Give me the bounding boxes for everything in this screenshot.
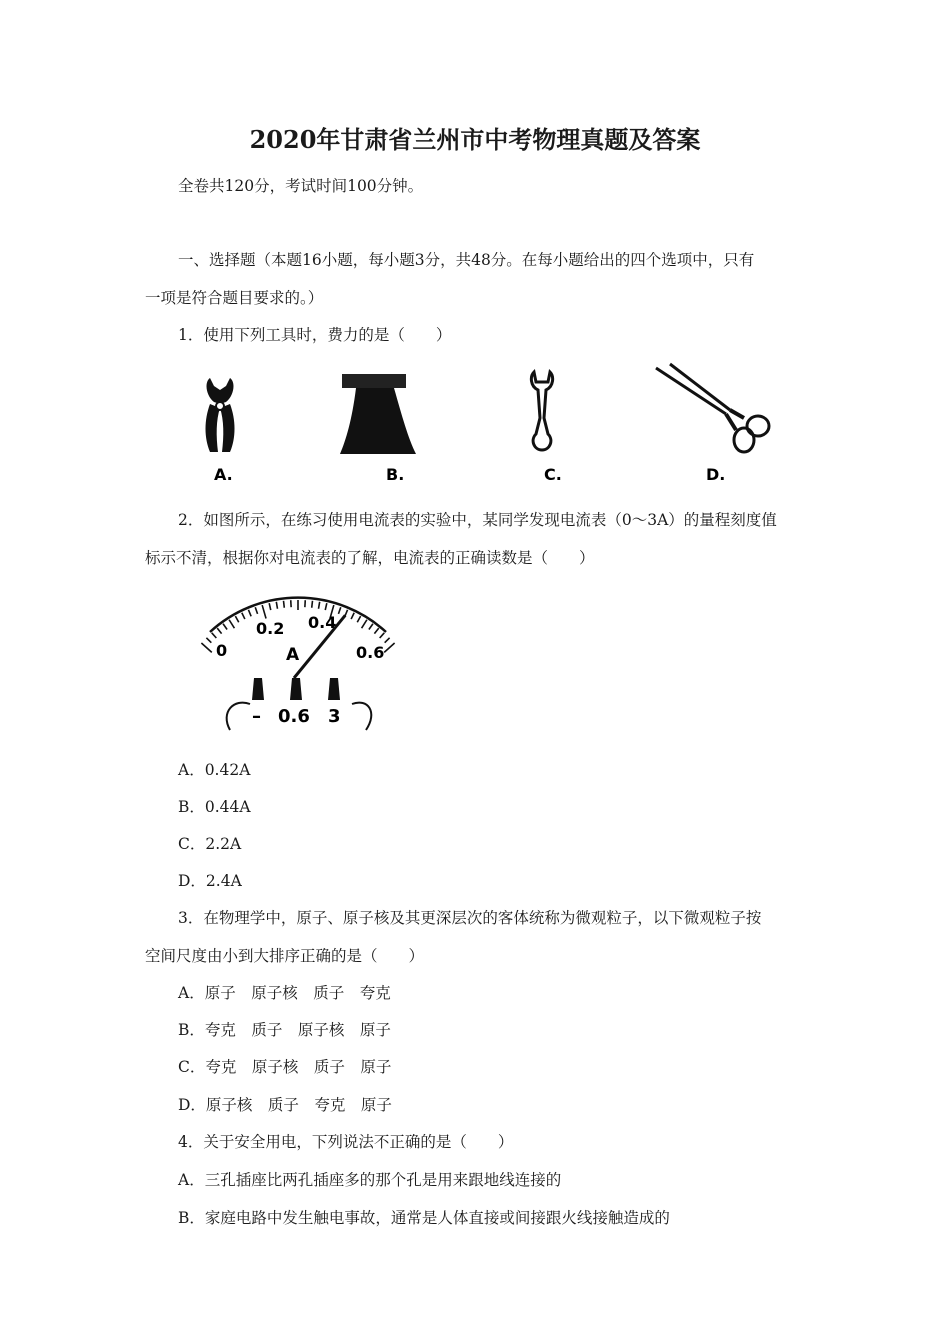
- scale-tick: [374, 628, 378, 633]
- scale-tick: [269, 603, 271, 610]
- q1-label-d: D.: [706, 465, 726, 484]
- wrench-icon: [531, 372, 552, 450]
- scale-tick: [206, 638, 211, 643]
- scale-tick: [325, 603, 327, 610]
- scale-tick: [312, 601, 313, 608]
- q2-stem-line1: 2．如图所示，在练习使用电流表的实验中，某同学发现电流表（0～3A）的量程刻度值: [178, 511, 777, 529]
- q2-option-c: C．2.2A: [178, 835, 242, 853]
- terminal-minus: –: [252, 706, 261, 727]
- scale-tick: [380, 633, 385, 638]
- q3-option-d: D．原子核 质子 夸克 原子: [178, 1096, 392, 1114]
- scale-tick: [201, 643, 211, 652]
- scale-label-0.4: 0.4: [308, 613, 337, 632]
- scale-tick: [255, 607, 257, 614]
- scale-tick: [351, 613, 354, 619]
- scale-tick: [357, 616, 360, 622]
- q2-option-b: B．0.44A: [178, 798, 251, 816]
- terminal-3: 3: [328, 706, 341, 727]
- terminal-0.6: 0.6: [278, 706, 310, 727]
- scale-tick: [242, 613, 245, 619]
- scale-tick: [369, 624, 373, 630]
- pliers-icon: [206, 378, 235, 452]
- q2-option-a: A．0.42A: [178, 761, 251, 779]
- scale-tick: [223, 624, 227, 630]
- scale-tick: [284, 601, 285, 608]
- section-heading-line1: 一、选择题（本题16小题，每小题3分，共48分。在每小题给出的四个选项中，只有: [178, 251, 755, 269]
- q3-option-b: B．夸克 质子 原子核 原子: [178, 1021, 391, 1039]
- scale-label-0.2: 0.2: [256, 619, 285, 638]
- ammeter-figure: [190, 580, 410, 740]
- scale-tick: [212, 633, 217, 638]
- scale-tick: [319, 602, 320, 609]
- q3-option-c: C．夸克 原子核 质子 原子: [178, 1058, 392, 1076]
- q1-stem: 1．使用下列工具时，费力的是（ ）: [178, 326, 452, 344]
- q4-option-b: B．家庭电路中发生触电事故，通常是人体直接或间接跟火线接触造成的: [178, 1209, 670, 1227]
- section-heading-line2: 一项是符合题目要求的。）: [145, 289, 324, 307]
- q3-stem-line1: 3．在物理学中，原子、原子核及其更深层次的客体统称为微观粒子，以下微观粒子按: [178, 909, 762, 927]
- q1-label-c: C.: [544, 465, 562, 484]
- scissors-icon: [656, 364, 769, 452]
- page-title: 2020年甘肃省兰州市中考物理真题及答案: [249, 125, 701, 154]
- q1-tools-figure: [170, 360, 790, 495]
- scale-tick: [385, 638, 390, 643]
- scale-tick: [276, 602, 277, 609]
- q3-option-a: A．原子 原子核 质子 夸克: [178, 984, 391, 1002]
- scale-tick: [248, 610, 251, 616]
- q1-label-b: B.: [386, 465, 405, 484]
- q2-option-d: D．2.4A: [178, 872, 242, 890]
- q1-label-a: A.: [214, 465, 233, 484]
- scale-tick: [362, 620, 367, 628]
- scale-label-0: 0: [216, 641, 228, 660]
- q3-stem-line2: 空间尺度由小到大排序正确的是（ ）: [145, 947, 425, 965]
- scale-tick: [345, 610, 348, 616]
- q2-stem-line2: 标示不清，根据你对电流表的了解，电流表的正确读数是（ ）: [145, 549, 595, 567]
- ammeter-unit: A: [286, 645, 300, 665]
- scale-tick: [262, 605, 266, 618]
- exam-info: 全卷共120分，考试时间100分钟。: [178, 177, 424, 195]
- q4-stem: 4．关于安全用电，下列说法不正确的是（ ）: [178, 1133, 514, 1151]
- scale-tick: [229, 620, 234, 628]
- tongs-icon: [340, 374, 416, 454]
- scale-tick: [217, 628, 221, 633]
- scale-tick: [384, 643, 394, 652]
- scale-label-0.6: 0.6: [356, 643, 385, 662]
- q4-option-a: A．三孔插座比两孔插座多的那个孔是用来跟地线连接的: [178, 1171, 562, 1189]
- terminal-knobs: [252, 678, 340, 700]
- scale-tick: [235, 616, 238, 622]
- scale-tick: [338, 607, 340, 614]
